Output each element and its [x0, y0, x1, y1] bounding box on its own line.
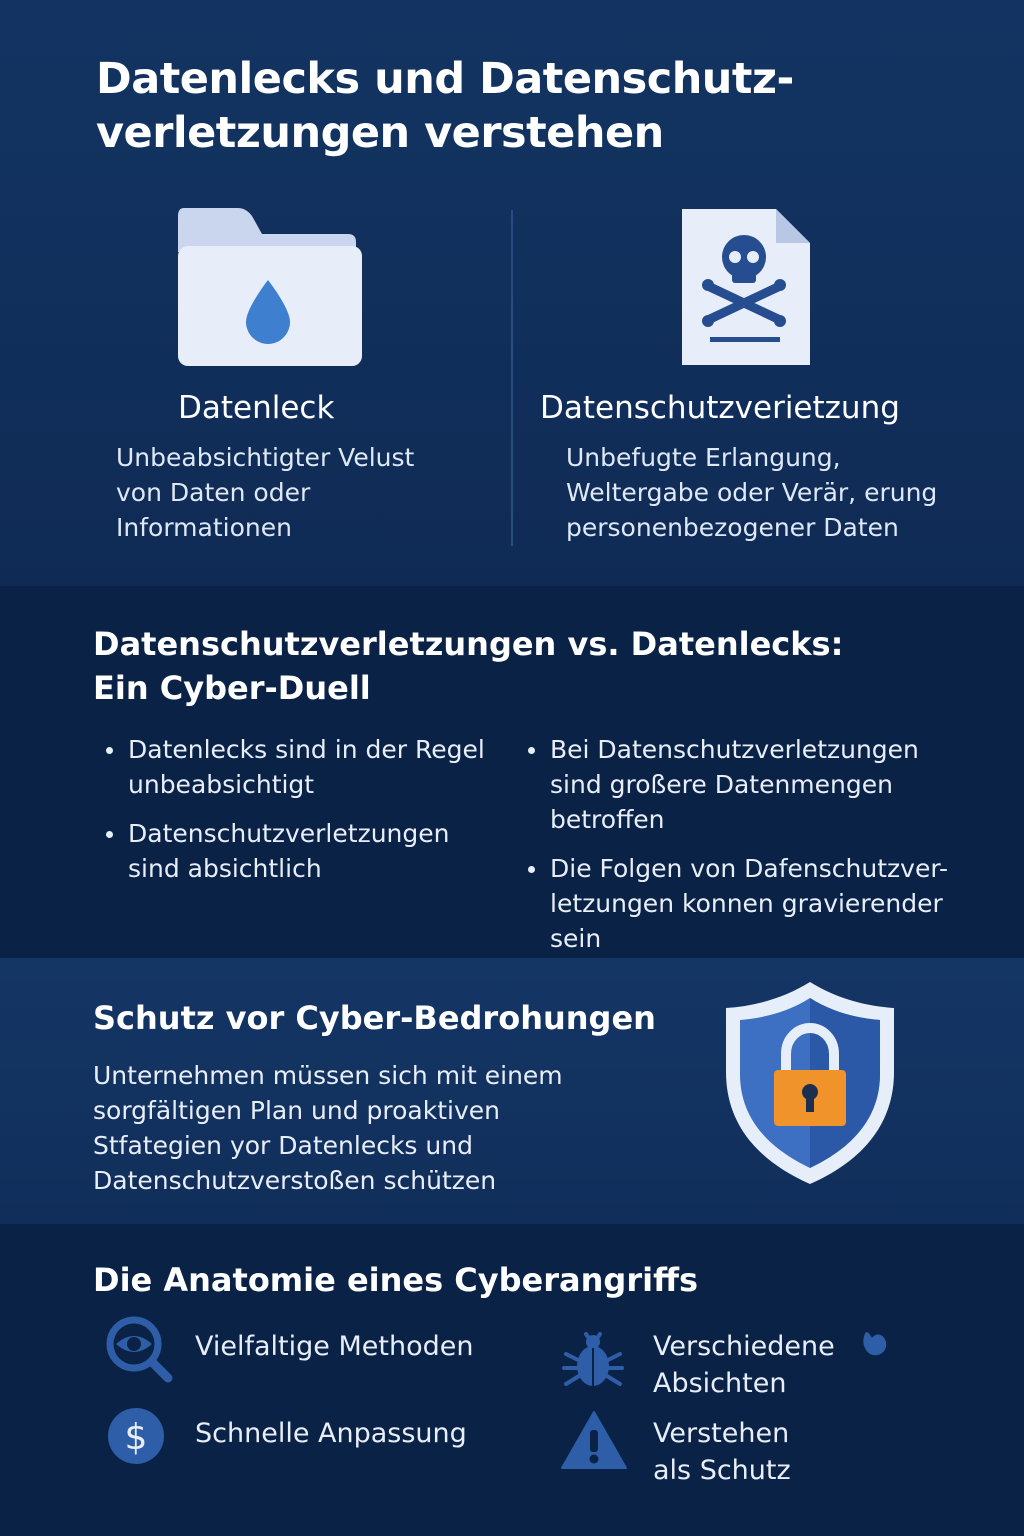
protection-text-line: Datenschutzverstoßen schützen	[93, 1166, 497, 1195]
description-line: Unbeabsichtigter Velust	[116, 443, 415, 472]
anatomy-item-label	[195, 1328, 473, 1365]
list-item-line: unbeabsichtigt	[128, 770, 315, 799]
list-item	[104, 816, 485, 886]
protection-text-line: sorgfältigen Plan und proaktiven	[93, 1096, 500, 1125]
list-item	[526, 732, 948, 837]
anatomy-item-line: Vielfaltige Methoden	[195, 1331, 474, 1362]
shield-lock-icon	[722, 980, 898, 1186]
duel-left-list	[104, 732, 485, 900]
anatomy-item-line: Verschiedene	[653, 1331, 835, 1362]
description-line: von Daten oder	[116, 478, 311, 507]
heading-line: Datenschutzverletzungen vs. Datenlecks:	[93, 625, 844, 663]
anatomy-item-line: Absichten	[653, 1368, 787, 1399]
anatomy-item-label	[195, 1415, 467, 1452]
anatomy-item-label	[653, 1328, 835, 1402]
warning-icon	[560, 1410, 628, 1470]
datenleck-title: Datenleck	[178, 390, 335, 426]
list-item-line: betroffen	[550, 805, 665, 834]
anatomy-section	[0, 1224, 1024, 1536]
description-line: Informationen	[116, 513, 292, 542]
protection-text-line: Stfategien yor Datenlecks und	[93, 1131, 473, 1160]
page-title-line: Datenlecks und Datenschutz-	[96, 54, 794, 104]
list-item	[104, 732, 485, 802]
anatomy-item-line: Schnelle Anpassung	[195, 1418, 467, 1449]
document-skull-icon	[680, 207, 812, 367]
anatomy-heading: Die Anatomie eines Cyberangriffs	[93, 1261, 699, 1299]
duel-section	[0, 586, 1024, 958]
svg-text:$: $	[124, 1417, 148, 1458]
list-item-line: sind absichtlich	[128, 854, 322, 883]
list-item-line: Datenlecks sind in der Regel	[128, 735, 485, 764]
description-line: Unbefugte Erlangung,	[566, 443, 841, 472]
datenleck-description	[116, 440, 414, 545]
protection-heading: Schutz vor Cyber-Bedrohungen	[93, 999, 656, 1037]
magnifier-eye-icon	[104, 1316, 174, 1386]
column-divider	[511, 210, 513, 546]
anatomy-item-label	[653, 1415, 791, 1489]
datenschutzverletzung-description	[566, 440, 937, 545]
anatomy-item-line: als Schutz	[653, 1455, 791, 1486]
anatomy-item-line: Verstehen	[653, 1418, 790, 1449]
page-title-line: verletzungen verstehen	[96, 108, 664, 158]
list-item	[526, 851, 948, 956]
duel-right-list	[526, 732, 948, 970]
list-item-line: sind großere Datenmengen	[550, 770, 893, 799]
list-item-line: Die Folgen von Dafenschutzver-	[550, 854, 949, 883]
list-item-line: Bei Datenschutzverletzungen	[550, 735, 919, 764]
bug-icon	[562, 1330, 624, 1392]
list-item-line: sein	[550, 924, 602, 953]
list-item-line: letzungen konnen gravierender	[550, 889, 943, 918]
intro-section	[0, 0, 1024, 586]
page-title	[96, 52, 916, 160]
description-line: personenbezogener Daten	[566, 513, 899, 542]
duel-heading	[93, 622, 843, 710]
heading-line: Ein Cyber-Duell	[93, 669, 371, 707]
drop-icon	[858, 1328, 890, 1360]
protection-text-line: Unternehmen müssen sich mit einem	[93, 1061, 563, 1090]
dollar-icon	[106, 1406, 166, 1466]
list-item-line: Datenschutzverletzungen	[128, 819, 450, 848]
protection-text	[93, 1058, 563, 1198]
description-line: Weltergabe oder Verär, erung	[566, 478, 938, 507]
folder-drop-icon	[176, 208, 364, 368]
datenschutzverletzung-title: Datenschutzverietzung	[540, 390, 900, 426]
